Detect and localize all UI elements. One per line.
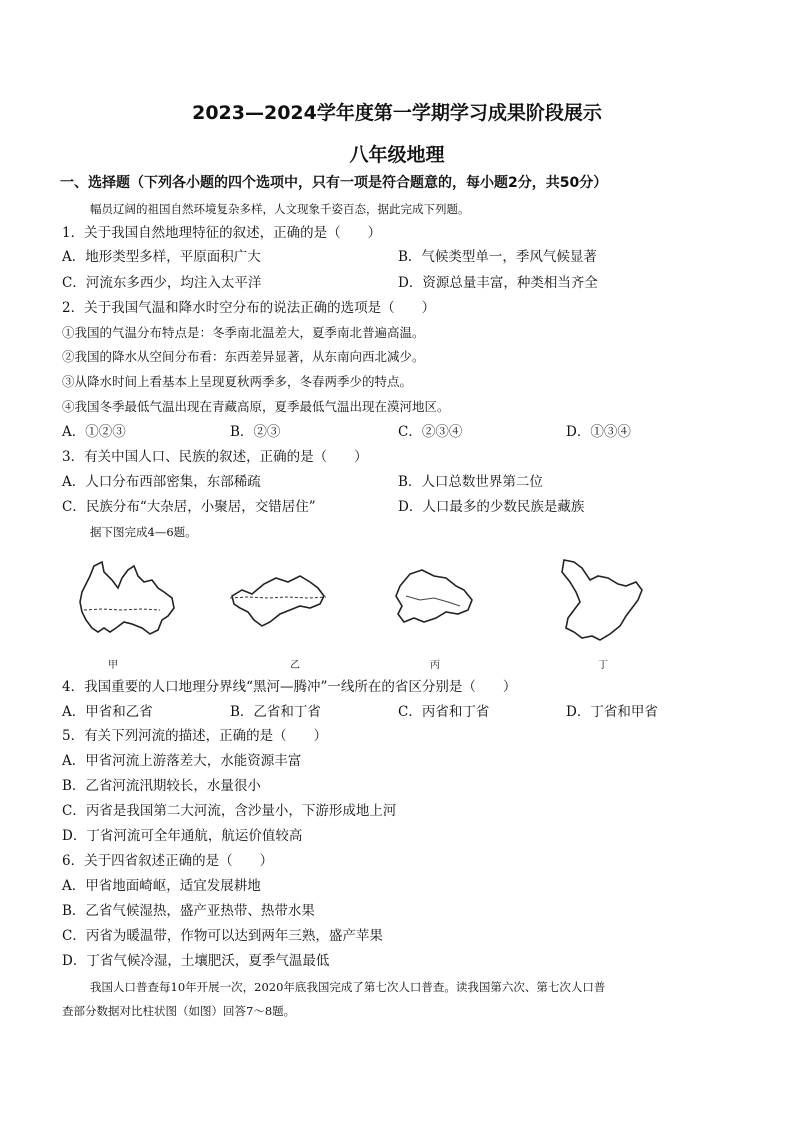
q3-option-b: B．人口总数世界第二位: [398, 474, 543, 490]
q2-option-c: C．②③④: [398, 424, 463, 440]
map-label-bing: 丙: [430, 660, 440, 671]
q3-option-a: A．人口分布西部密集，东部稀疏: [62, 474, 261, 490]
q3-option-c: C．民族分布“大杂居，小聚居，交错居住”: [62, 499, 316, 515]
map-province-bing: [390, 566, 480, 632]
q4-option-b: B．乙省和丁省: [230, 704, 321, 720]
q5-option-c: C．丙省是我国第二大河流，含沙量小，下游形成地上河: [62, 803, 397, 819]
q5-option-b: B．乙省河流汛期较长，水量很小: [62, 778, 261, 794]
q3-option-d: D．人口最多的少数民族是藏族: [398, 499, 585, 515]
map-label-jia: 甲: [108, 660, 118, 671]
exam-title: 2023—2024学年度第一学期学习成果阶段展示: [192, 102, 602, 124]
q6-option-d: D．丁省气候冷湿，土壤肥沃，夏季气温最低: [62, 953, 330, 969]
q1-option-a: A．地形类型多样，平原面积广大: [62, 249, 261, 265]
map-province-jia: [72, 558, 182, 638]
exam-subtitle: 八年级地理: [349, 144, 445, 166]
q2-option-d: D．①③④: [566, 424, 631, 440]
q6-option-c: C．丙省为暖温带，作物可以达到两年三熟，盛产苹果: [62, 928, 383, 944]
q6-stem: 6．关于四省叙述正确的是（ ）: [62, 853, 274, 869]
section-heading: 一、选择题（下列各小题的四个选项中，只有一项是符合题意的，每小题2分，共50分）: [60, 175, 608, 191]
q2-statement-4: ④我国冬季最低气温出现在青藏高原，夏季最低气温出现在漠河地区。: [62, 399, 450, 414]
intro-passage-2: 据下图完成4—6题。: [90, 525, 197, 539]
q3-stem: 3．有关中国人口、民族的叙述，正确的是（ ）: [62, 449, 368, 465]
q4-option-a: A．甲省和乙省: [62, 704, 153, 720]
q6-option-a: A．甲省地面崎岖，适宜发展耕地: [62, 878, 261, 894]
q4-stem: 4．我国重要的人口地理分界线“黑河—腾冲”一线所在的省区分别是（ ）: [62, 679, 517, 695]
q4-option-c: C．丙省和丁省: [398, 704, 490, 720]
q6-option-b: B．乙省气候湿热，盛产亚热带、热带水果: [62, 903, 315, 919]
intro-passage-1: 幅员辽阔的祖国自然环境复杂多样，人文现象千姿百态，据此完成下列题。: [90, 202, 470, 216]
q2-option-b: B．②③: [230, 424, 281, 440]
intro-passage-3-line-1: 我国人口普查每10年开展一次，2020年底我国完成了第七次人口普查。读我国第六次、第七次人口普: [90, 980, 606, 994]
intro-passage-3-line-2: 查部分数据对比柱状图（如图）回答7～8题。: [62, 1004, 296, 1018]
q5-option-a: A．甲省河流上游落差大，水能资源丰富: [62, 753, 302, 769]
q5-option-d: D．丁省河流可全年通航，航运价值较高: [62, 828, 303, 844]
q4-option-d: D．丁省和甲省: [566, 704, 658, 720]
q2-statement-3: ③从降水时间上看基本上呈现夏秋两季多，冬春两季少的特点。: [62, 374, 413, 389]
q1-option-d: D．资源总量丰富，种类相当齐全: [398, 275, 598, 291]
map-label-ding: 丁: [598, 660, 608, 671]
q2-statement-1: ①我国的气温分布特点是：冬季南北温差大，夏季南北普遍高温。: [62, 325, 425, 340]
map-label-yi: 乙: [290, 660, 300, 671]
q1-option-c: C．河流东多西少，均注入太平洋: [62, 275, 262, 291]
map-province-yi: [228, 570, 338, 632]
q1-stem: 1．关于我国自然地理特征的叙述，正确的是（ ）: [62, 225, 382, 241]
q1-option-b: B．气候类型单一，季风气候显著: [398, 249, 597, 265]
q5-stem: 5．有关下列河流的描述，正确的是（ ）: [62, 728, 328, 744]
q2-stem: 2．关于我国气温和降水时空分布的说法正确的选项是（ ）: [62, 300, 436, 316]
q2-statement-2: ②我国的降水从空间分布看：东西差异显著，从东南向西北减少。: [62, 349, 425, 364]
q2-option-a: A．①②③: [62, 424, 126, 440]
map-province-ding: [552, 556, 652, 646]
